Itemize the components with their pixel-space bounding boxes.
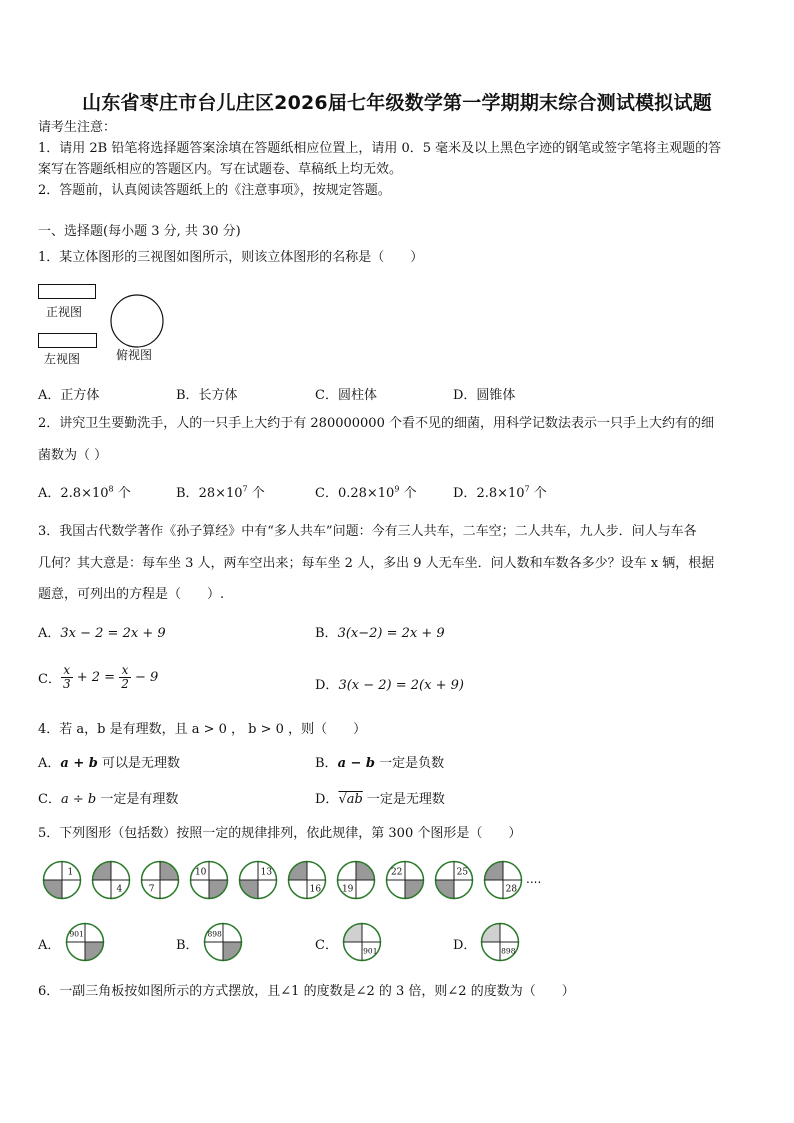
q3-option-b[interactable]: B．3(x−2) = 2x + 9 xyxy=(315,626,445,641)
question-2-text-2: 菌数为（ ） xyxy=(38,448,108,463)
q1-option-a[interactable]: A．正方体 xyxy=(38,388,100,403)
q5-option-label[interactable]: A． xyxy=(38,938,61,953)
notice-line-1b: 案写在答题纸相应的答题区内。写在试题卷、草稿纸上均无效。 xyxy=(38,162,403,177)
q1-option-d[interactable]: D．圆锥体 xyxy=(453,388,516,403)
page-title: 山东省枣庄市台儿庄区2026届七年级数学第一学期期末综合测试模拟试题 xyxy=(82,92,712,114)
front-view-rect xyxy=(38,284,96,299)
q3-option-c[interactable]: C． $\frac{x}{3}$ + 2 = $\frac{x}{2}$ − 9 xyxy=(38,663,159,691)
q5-option-circle xyxy=(203,922,243,962)
circle-number: 28 xyxy=(505,884,518,895)
left-view-rect xyxy=(38,333,97,348)
question-4-text: 4．若 a，b 是有理数，且 a > 0 ， b > 0 ，则（ ） xyxy=(38,722,367,737)
sequence-circle xyxy=(189,860,229,900)
circle-number: 901 xyxy=(69,929,84,939)
notice-heading: 请考生注意： xyxy=(38,120,117,135)
q5-option-label[interactable]: B． xyxy=(176,938,199,953)
question-6-text: 6．一副三角板按如图所示的方式摆放，且∠1 的度数是∠2 的 3 倍，则∠2 的度数为（ ） xyxy=(38,984,575,999)
q5-option-label[interactable]: D． xyxy=(453,938,477,953)
circle-number: 22 xyxy=(390,867,403,878)
q5-option-circle xyxy=(342,922,382,962)
circle-number: 19 xyxy=(341,884,354,895)
question-5-text: 5．下列图形（包括数）按照一定的规律排列，依此规律，第 300 个图形是（ ） xyxy=(38,826,522,841)
circle-number: 898 xyxy=(207,929,222,939)
sequence-circle xyxy=(434,860,474,900)
notice-line-1a: 1．请用 2B 铅笔将选择题答案涂填在答题纸相应位置上，请用 0．5 毫米及以上黑色字迹的钢笔或签字笔将主观题的答 xyxy=(38,141,722,156)
front-view-label: 正视图 xyxy=(46,305,83,319)
q1-option-c[interactable]: C．圆柱体 xyxy=(315,388,377,403)
q1-option-b[interactable]: B．长方体 xyxy=(176,388,238,403)
circle-number: 10 xyxy=(194,867,207,878)
sequence-circle xyxy=(42,860,82,900)
q2-option-c[interactable]: C．$0.28\times 10^9$ 个 xyxy=(315,484,417,501)
circle-number: 25 xyxy=(456,867,469,878)
q5-option-label[interactable]: C． xyxy=(315,938,338,953)
question-3-text-3: 题意，可列出的方程是（ ）. xyxy=(38,587,225,602)
q4-option-c[interactable]: C．a ÷ b 一定是有理数 xyxy=(38,792,179,807)
sequence-ellipsis: .... xyxy=(526,872,542,886)
sequence-circle xyxy=(91,860,131,900)
notice-line-2: 2．答题前，认真阅读答题纸上的《注意事项》，按规定答题。 xyxy=(38,183,391,198)
question-3-text-2: 几何？其大意是：每车坐 3 人，两车空出来；每车坐 2 人，多出 9 人无车坐．问人数和车数各多少？设车 x 辆，根据 xyxy=(38,556,715,571)
q2-option-d[interactable]: D．$2.8\times 10^7$ 个 xyxy=(453,484,547,501)
q3-option-a[interactable]: A．3x − 2 = 2x + 9 xyxy=(38,626,166,641)
q4-option-b[interactable]: B．a − b 一定是负数 xyxy=(315,756,445,771)
circle-number: 13 xyxy=(260,867,273,878)
q4-option-a[interactable]: A．a + b 可以是无理数 xyxy=(38,756,180,771)
q3-option-d[interactable]: D．3(x − 2) = 2(x + 9) xyxy=(315,678,464,693)
top-view-label: 俯视图 xyxy=(116,348,153,362)
top-view-circle xyxy=(108,292,166,350)
q4-option-d[interactable]: D．√ab 一定是无理数 xyxy=(315,792,445,807)
circle-number: 898 xyxy=(501,946,516,956)
sequence-circle xyxy=(385,860,425,900)
section-heading: 一、选择题(每小题 3 分, 共 30 分) xyxy=(38,224,241,239)
sequence-circle xyxy=(287,860,327,900)
q2-option-b[interactable]: B．$28\times 10^7$ 个 xyxy=(176,484,265,501)
circle-number: 16 xyxy=(309,884,322,895)
question-2-text-1: 2．讲究卫生要勤洗手，人的一只手上大约于有 280000000 个看不见的细菌，用科学记数法表示一只手上大约有的细 xyxy=(38,416,714,431)
q5-option-circle xyxy=(480,922,520,962)
q5-option-circle xyxy=(65,922,105,962)
circle-number: 7 xyxy=(148,884,155,895)
left-view-label: 左视图 xyxy=(44,352,81,366)
circle-number: 4 xyxy=(116,884,123,895)
circle-number: 1 xyxy=(67,867,74,878)
q2-option-a[interactable]: A．$2.8\times 10^8$ 个 xyxy=(38,484,131,501)
sequence-circle xyxy=(483,860,523,900)
sequence-circle xyxy=(140,860,180,900)
sequence-circle xyxy=(238,860,278,900)
question-3-text-1: 3．我国古代数学著作《孙子算经》中有“多人共车”问题：今有三人共车，二车空；二人共车，九人步．问人与车各 xyxy=(38,524,697,539)
question-1-text: 1．某立体图形的三视图如图所示，则该立体图形的名称是（ ） xyxy=(38,250,424,265)
sequence-circle xyxy=(336,860,376,900)
circle-number: 901 xyxy=(363,946,378,956)
